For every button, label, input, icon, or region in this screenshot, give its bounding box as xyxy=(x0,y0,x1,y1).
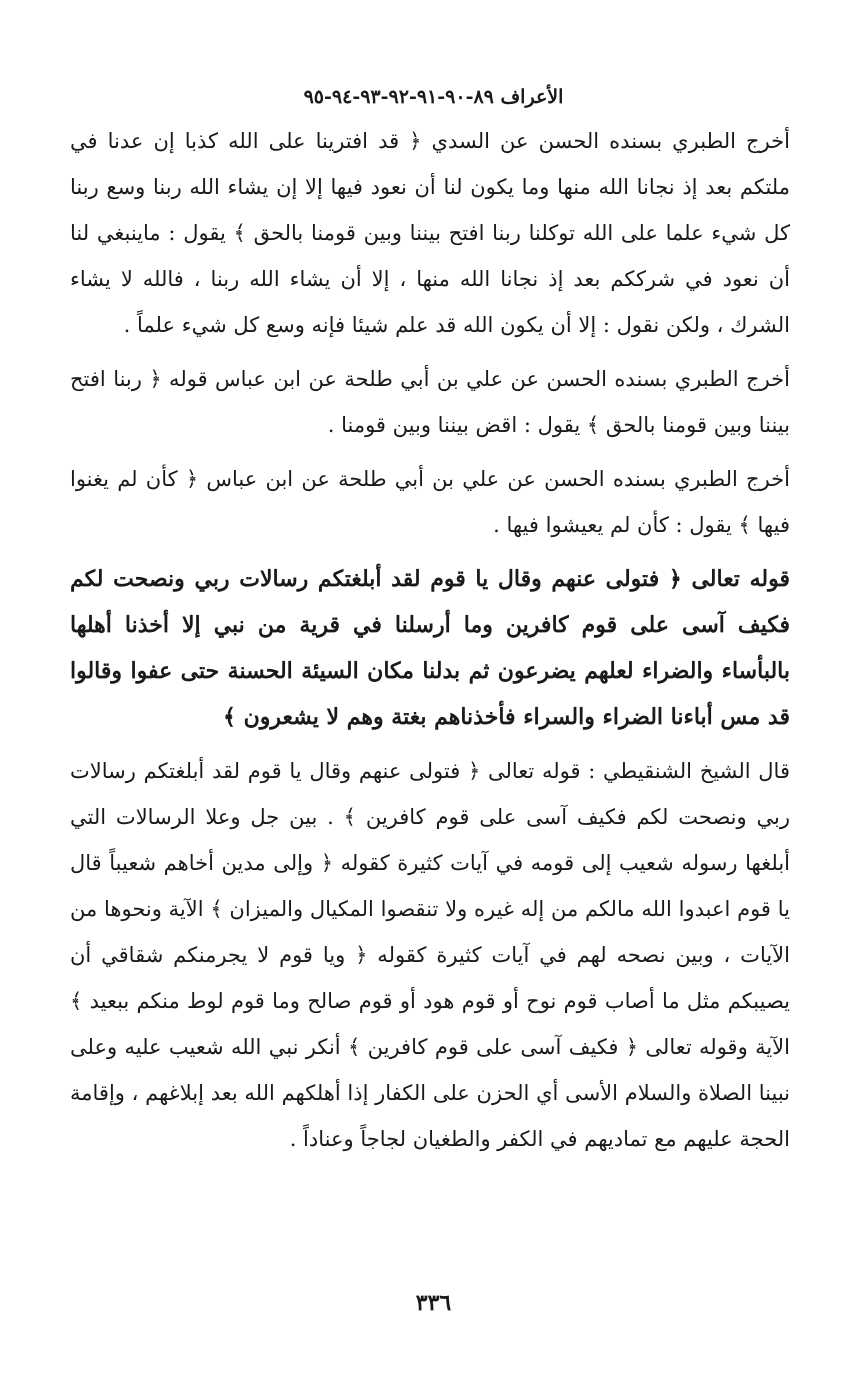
body-text xyxy=(70,118,790,1170)
paragraph-tabari-suddi: أخرج الطبري بسنده الحسن عن السدي ﴿ قد افترينا على الله كذبا إن عدنا في ملتكم بعد إذ نجانا الله منها وما يكون لنا أن نعود فيها إلا إن يشاء الله ربنا وسع ربنا كل شيء علما على الله توكلنا ربنا افتح بيننا وبين قومنا بالحق ﴾ يقول : ماينبغي لنا أن نعود في شرككم بعد إذ نجانا الله منها ، إلا أن يشاء الله ربنا ، فالله لا يشاء الشرك ، ولكن نقول : إلا أن يكون الله قد علم شيئا فإنه وسع كل شيء علماً . xyxy=(70,129,790,337)
paragraph-tabari-ibn-abbas-1: أخرج الطبري بسنده الحسن عن علي بن أبي طلحة عن ابن عباس قوله ﴿ ربنا افتح بيننا وبين قومنا بالحق ﴾ يقول : اقض بيننا وبين قومنا . xyxy=(70,367,790,437)
running-header: الأعراف ٨٩-٩٠-٩١-٩٢-٩٣-٩٤-٩٥ xyxy=(303,86,564,108)
page-number: ٣٣٦ xyxy=(415,1290,452,1316)
paragraph-shanqiti: قال الشيخ الشنقيطي : قوله تعالى ﴿ فتولى عنهم وقال يا قوم لقد أبلغتكم رسالات ربي ونصحت لكم فكيف آسى على قوم كافرين ﴾ . بين جل وعلا الرسالات التي أبلغها رسوله شعيب إلى قومه في آيات كثيرة كقوله ﴿ وإلى مدين أخاهم شعيباً قال يا قوم اعبدوا الله مالكم من إله غيره ولا تنقصوا المكيال والميزان ﴾ الآية ونحوها من الآيات ، وبين نصحه لهم في آيات كثيرة كقوله ﴿ ويا قوم لا يجرمنكم شقاقي أن يصيبكم مثل ما أصاب قوم نوح أو قوم هود أو قوم صالح وما قوم لوط منكم ببعيد ﴾ الآية وقوله تعالى ﴿ فكيف آسى على قوم كافرين ﴾ أنكر نبي الله شعيب عليه وعلى نبينا الصلاة والسلام الأسى أي الحزن على الكفار إذا أهلكهم الله بعد إبلاغهم ، وإقامة الحجة عليهم مع تماديهم في الكفر والطغيان لجاجاً وعناداً . xyxy=(70,759,790,1151)
verse-heading: قوله تعالى ﴿ فتولى عنهم وقال يا قوم لقد أبلغتكم رسالات ربي ونصحت لكم فكيف آسى على قوم كافرين وما أرسلنا في قرية من نبي إلا أخذنا أهلها بالبأساء والضراء لعلهم يضرعون ثم بدلنا مكان السيئة الحسنة حتى عفوا وقالوا قد مس أباءنا الضراء والسراء فأخذناهم بغتة وهم لا يشعرون ﴾ xyxy=(70,566,790,730)
paragraph-tabari-ibn-abbas-2: أخرج الطبري بسنده الحسن عن علي بن أبي طلحة عن ابن عباس ﴿ كأن لم يغنوا فيها ﴾ يقول : كأن لم يعيشوا فيها . xyxy=(70,467,790,537)
